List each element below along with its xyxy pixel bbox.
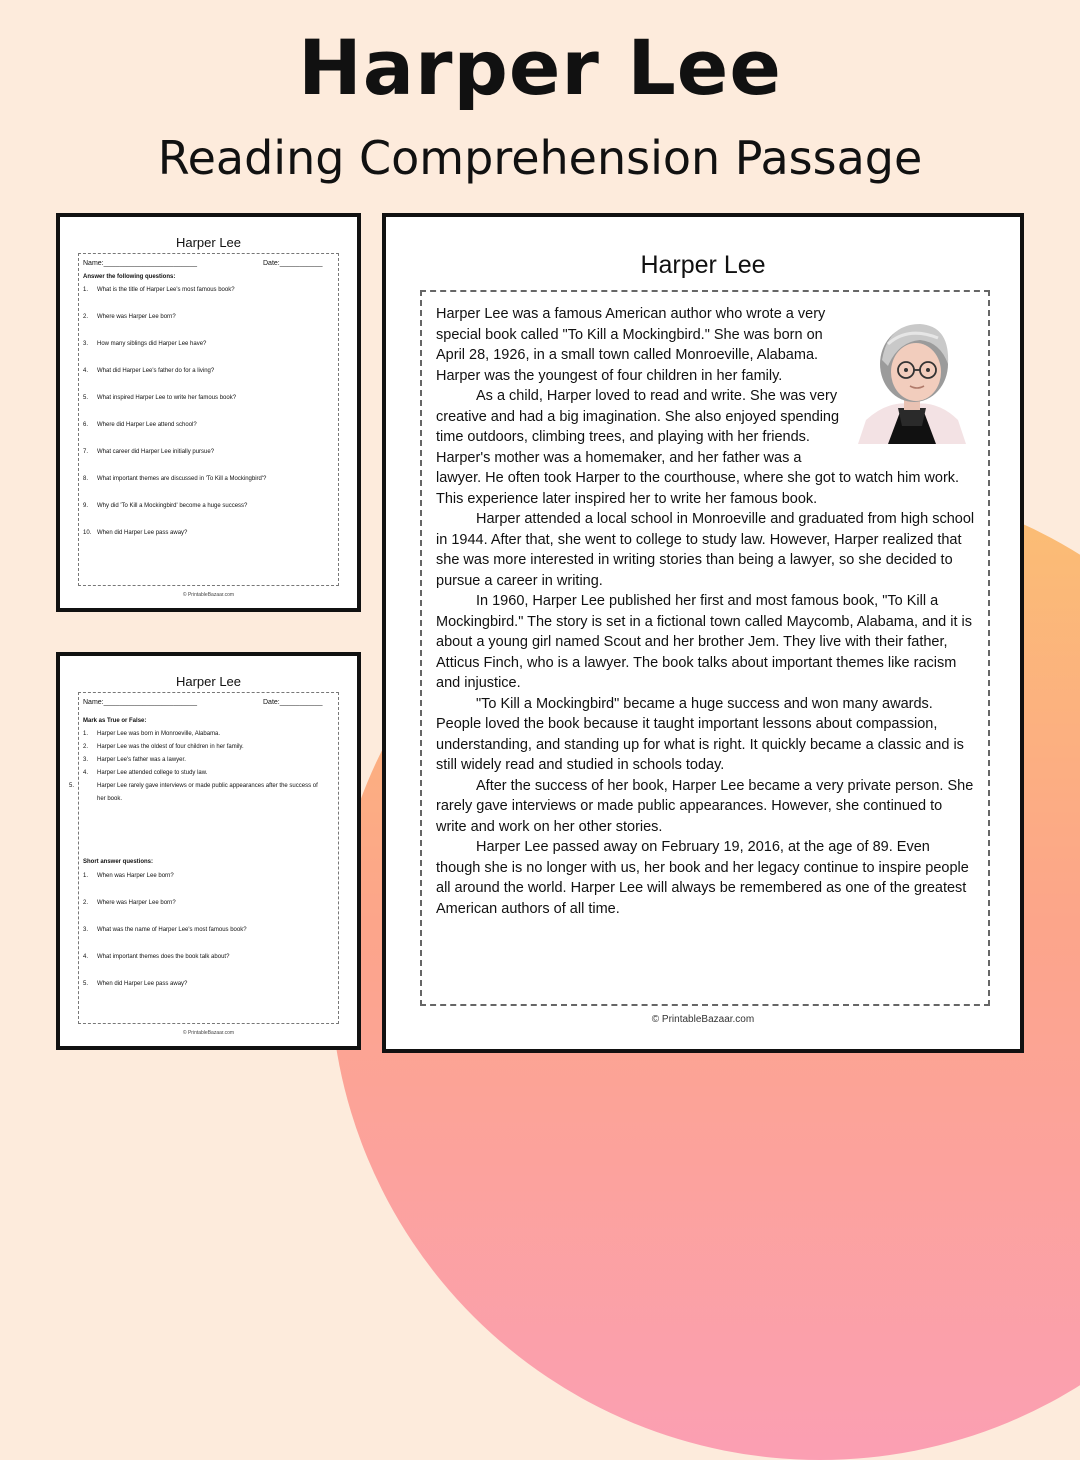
true-false-item: 1. Harper Lee was born in Monroeville, Alabama. bbox=[83, 731, 221, 737]
question-item: 2. Where was Harper Lee born? bbox=[83, 314, 176, 320]
question-item: 8. What important themes are discussed in 'To Kill a Mockingbird'? bbox=[83, 476, 267, 482]
date-field-label: Date:___________ bbox=[263, 699, 323, 706]
question-item: 3. How many siblings did Harper Lee have? bbox=[83, 341, 207, 347]
question-item: 10. When did Harper Lee pass away? bbox=[83, 530, 188, 536]
question-item: 5. What inspired Harper Lee to write her famous book? bbox=[83, 395, 237, 401]
name-date-row bbox=[83, 260, 334, 267]
question-item: 7. What career did Harper Lee initially pursue? bbox=[83, 449, 215, 455]
question-item: 6. Where did Harper Lee attend school? bbox=[83, 422, 197, 428]
passage-paragraph: After the success of her book, Harper Lee became a very private person. She rarely gave interviews or made public appearances. However, she continued to write and work on her other stories. bbox=[436, 777, 974, 835]
worksheet-footer: © PrintableBazaar.com bbox=[182, 1030, 235, 1036]
worksheet-title: Harper Lee bbox=[175, 674, 242, 689]
date-field-label: Date:___________ bbox=[263, 260, 323, 267]
passage-paragraph: Harper Lee was a famous American author who wrote a very special book called "To Kill a Mockingbird." She was born on April 28, 1926, in a small town called Monroeville, Alabama. Harper was the youngest of four children in her family. bbox=[436, 306, 826, 384]
passage-paragraph: As a child, Harper loved to read and write. She was very creative and had a big imagination. She also enjoyed spending time outdoors, climbing trees, and playing with her friends. Harper's mother was a homemaker, and her father was a lawyer. He often took Harper to the courthouse, where she got to watch him work. This experience later inspired her to write her famous book. bbox=[436, 388, 960, 507]
true-false-item: 2. Harper Lee was the oldest of four children in her family. bbox=[83, 744, 244, 750]
passage-text bbox=[436, 304, 976, 919]
passage-paragraph: "To Kill a Mockingbird" became a huge success and won many awards. People loved the book because it taught important lessons about compassion, understanding, and standing up for what is right. It quickly became a classic and is still widely read and studied in schools today. bbox=[436, 695, 964, 773]
passage-paragraph: In 1960, Harper Lee published her first and most famous book, "To Kill a Mockingbird." The story is set in a fictional town called Maycomb, Alabama, and it is about a young girl named Scout and her brother Jem. They live with their father, Atticus Finch, who is a lawyer. The book talks about important themes like racism and injustice. bbox=[436, 593, 972, 691]
name-field-label: Name:________________________ bbox=[83, 699, 198, 706]
name-field-label: Name:________________________ bbox=[83, 260, 198, 267]
main-title: Harper Lee bbox=[298, 23, 782, 112]
short-answer-heading: Short answer questions: bbox=[83, 859, 154, 865]
worksheet-questions-page bbox=[56, 213, 361, 612]
true-false-item: 5. Harper Lee rarely gave interviews or made public appearances after the success of her book. bbox=[69, 783, 318, 802]
short-answer-item: 2. Where was Harper Lee born? bbox=[83, 900, 176, 906]
question-item: 1. What is the title of Harper Lee's most famous book? bbox=[83, 287, 235, 293]
reading-passage-page bbox=[382, 213, 1024, 1053]
worksheet-content-box bbox=[69, 692, 339, 1024]
passage-paragraph: Harper Lee passed away on February 19, 2016, at the age of 89. Even though she is no longer with us, her book and her legacy continue to inspire people all around the world. Harper Lee will always be remembered as one of the greatest American authors of all time. bbox=[436, 839, 969, 917]
passage-title: Harper Lee bbox=[640, 251, 766, 279]
worksheet-title: Harper Lee bbox=[175, 235, 242, 250]
passage-content-box bbox=[420, 290, 990, 1006]
instruction-heading: Answer the following questions: bbox=[83, 274, 176, 280]
short-answer-item: 1. When was Harper Lee born? bbox=[83, 873, 174, 879]
worksheet-true-false-page bbox=[56, 652, 361, 1050]
true-false-item: 3. Harper Lee's father was a lawyer. bbox=[83, 757, 186, 763]
true-false-heading: Mark as True or False: bbox=[83, 718, 147, 724]
question-item: 4. What did Harper Lee's father do for a living? bbox=[83, 368, 215, 374]
worksheet-content-box bbox=[78, 253, 339, 586]
worksheet-footer: © PrintableBazaar.com bbox=[182, 592, 235, 598]
author-portrait-illustration bbox=[848, 304, 976, 444]
passage-paragraph: Harper attended a local school in Monroeville and graduated from high school in 1944. After that, she went to college to study law. However, Harper realized that she was more interested in writing stories than being a lawyer, so she decided to pursue a career in writing. bbox=[436, 511, 975, 589]
name-date-row bbox=[83, 699, 334, 706]
short-answer-item: 4. What important themes does the book talk about? bbox=[83, 954, 230, 960]
subtitle: Reading Comprehension Passage bbox=[157, 131, 923, 185]
question-item: 9. Why did 'To Kill a Mockingbird' become a huge success? bbox=[83, 503, 248, 509]
short-answer-item: 5. When did Harper Lee pass away? bbox=[83, 981, 188, 987]
short-answer-item: 3. What was the name of Harper Lee's most famous book? bbox=[83, 927, 247, 933]
true-false-item: 4. Harper Lee attended college to study law. bbox=[83, 770, 208, 776]
passage-footer: © PrintableBazaar.com bbox=[651, 1014, 755, 1025]
